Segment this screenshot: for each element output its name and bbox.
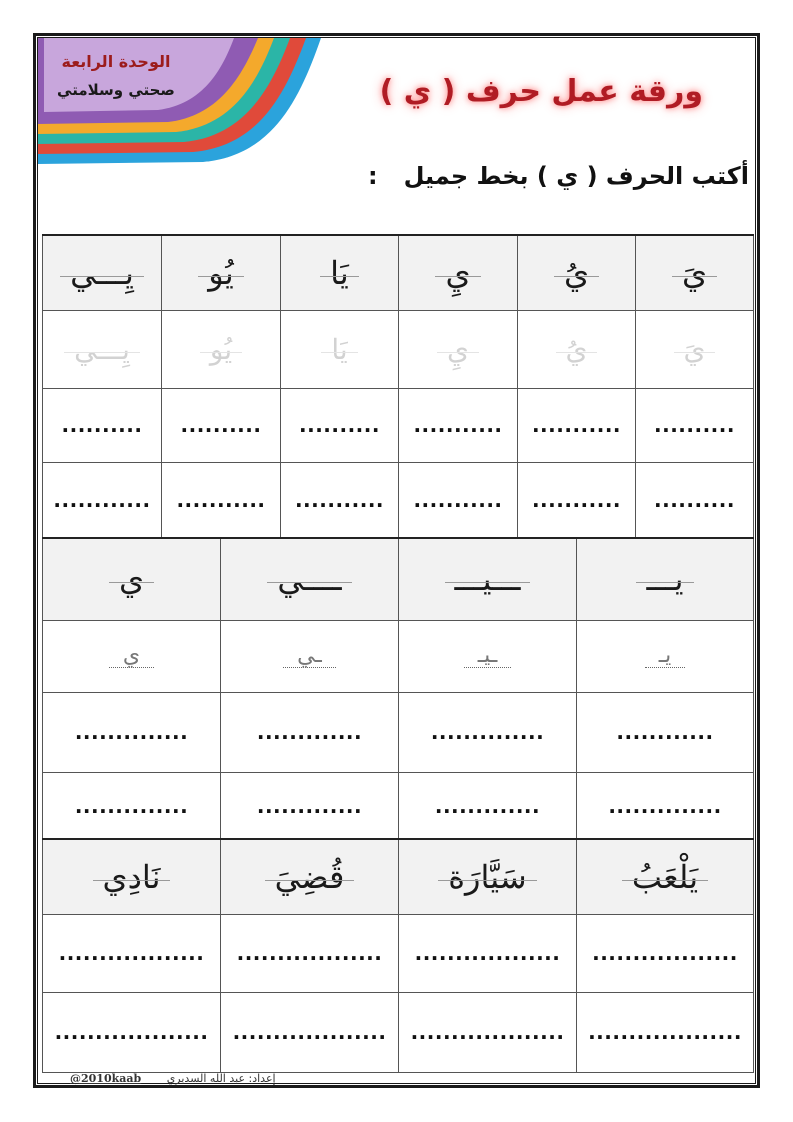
section1-table xyxy=(42,234,754,539)
section1-practice-row xyxy=(43,462,754,538)
practice-cell[interactable] xyxy=(43,914,221,992)
trace-cell[interactable] xyxy=(221,620,399,692)
trace-cell[interactable] xyxy=(518,310,636,388)
practice-line: ............. xyxy=(256,720,363,744)
footer xyxy=(70,1072,276,1085)
practice-cell[interactable] xyxy=(577,692,754,772)
section1-header-row xyxy=(43,235,754,310)
author-handle: @2010kaab xyxy=(70,1072,142,1085)
practice-cell[interactable] xyxy=(399,462,518,538)
instruction-colon: : xyxy=(367,162,378,190)
section3-practice-row xyxy=(43,992,754,1072)
practice-line: .................. xyxy=(592,941,738,965)
practice-line: .............. xyxy=(74,720,189,744)
practice-line: .............. xyxy=(608,793,722,818)
practice-cell[interactable] xyxy=(518,462,636,538)
practice-cell[interactable] xyxy=(221,772,399,839)
practice-line: ................... xyxy=(54,1020,209,1044)
section2-trace-row xyxy=(43,620,754,692)
dotted-trace-letter: ي xyxy=(109,645,154,668)
practice-line: ........... xyxy=(176,488,266,512)
practice-cell[interactable] xyxy=(399,692,577,772)
section1-trace-row xyxy=(43,310,754,388)
letter-form: يَا xyxy=(320,254,359,292)
trace-letter: يَا xyxy=(321,333,357,366)
section2-header-cell xyxy=(43,538,221,620)
letter-form: يِ xyxy=(435,254,480,292)
practice-cell[interactable] xyxy=(43,992,221,1072)
practice-line: .......... xyxy=(654,488,735,512)
practice-cell[interactable] xyxy=(281,462,399,538)
section1-header-cell xyxy=(518,235,636,310)
section3-header-cell xyxy=(577,839,754,914)
section1-header-cell xyxy=(399,235,518,310)
section1-practice-row xyxy=(43,388,754,462)
letter-form: يِـــي xyxy=(60,254,144,292)
practice-cell[interactable] xyxy=(221,914,399,992)
practice-cell[interactable] xyxy=(221,692,399,772)
section3-practice-row xyxy=(43,914,754,992)
trace-cell[interactable] xyxy=(636,310,754,388)
section1-header-cell xyxy=(636,235,754,310)
practice-line: .......... xyxy=(299,413,380,437)
practice-line: .................. xyxy=(58,941,205,965)
letter-position-isolated: ي xyxy=(109,560,154,598)
word-example: قُضِيَ xyxy=(265,858,355,896)
section3-table xyxy=(42,838,754,1073)
practice-line: ........... xyxy=(294,488,385,512)
letter-position-initial: يـــ xyxy=(636,560,693,598)
letter-position-medial: ـــيـــ xyxy=(445,560,531,598)
unit-theme: صحتي وسلامتي xyxy=(57,81,175,99)
practice-line: ............. xyxy=(434,793,541,818)
practice-line: ........... xyxy=(413,413,503,437)
section3-header-cell xyxy=(221,839,399,914)
practice-cell[interactable] xyxy=(399,992,577,1072)
practice-line: ................... xyxy=(410,1020,565,1044)
trace-cell[interactable] xyxy=(43,620,221,692)
practice-cell[interactable] xyxy=(636,388,754,462)
practice-line: .............. xyxy=(74,793,189,818)
section2-header-cell xyxy=(577,538,754,620)
practice-line: .......... xyxy=(61,413,143,437)
section2-header-cell xyxy=(221,538,399,620)
section2-practice-row xyxy=(43,692,754,772)
section3-header-cell xyxy=(43,839,221,914)
letter-form: يَ xyxy=(672,254,717,292)
practice-line: ............. xyxy=(256,793,363,818)
section1-header-cell xyxy=(43,235,162,310)
practice-line: .................. xyxy=(236,941,383,965)
section2-table xyxy=(42,537,754,840)
section2-header-row xyxy=(43,538,754,620)
trace-cell[interactable] xyxy=(399,310,518,388)
practice-cell[interactable] xyxy=(43,692,221,772)
prepared-by: إعداد: عبد الله السديري xyxy=(166,1072,276,1085)
unit-badge xyxy=(52,48,180,104)
letter-position-final: ــــي xyxy=(267,560,351,598)
practice-cell[interactable] xyxy=(43,388,162,462)
trace-letter: يِـــي xyxy=(64,333,140,366)
practice-cell[interactable] xyxy=(162,462,281,538)
section3-header-cell xyxy=(399,839,577,914)
trace-cell[interactable] xyxy=(162,310,281,388)
practice-line: ............ xyxy=(53,488,151,512)
page-title: ورقة عمل حرف ( ي ) xyxy=(379,74,703,109)
word-example: يَلْعَبُ xyxy=(622,858,708,896)
word-example: سَيَّارَة xyxy=(438,858,536,896)
practice-cell[interactable] xyxy=(399,388,518,462)
section3-header-row xyxy=(43,839,754,914)
dotted-trace-letter: يـ xyxy=(645,645,686,668)
practice-line: .......... xyxy=(654,413,735,437)
section2-practice-row xyxy=(43,772,754,839)
practice-line: ........... xyxy=(531,413,622,437)
practice-line: .................. xyxy=(414,941,561,965)
word-example: نَادِي xyxy=(93,858,171,896)
trace-cell[interactable] xyxy=(399,620,577,692)
trace-letter: يُو xyxy=(200,333,242,366)
practice-line: ........... xyxy=(413,488,503,512)
trace-cell[interactable] xyxy=(577,620,754,692)
practice-cell[interactable] xyxy=(577,992,754,1072)
practice-cell[interactable] xyxy=(399,914,577,992)
practice-line: .............. xyxy=(430,720,545,744)
practice-cell[interactable] xyxy=(221,992,399,1072)
practice-cell[interactable] xyxy=(43,462,162,538)
letter-form: يُو xyxy=(198,254,243,292)
section1-header-cell xyxy=(162,235,281,310)
practice-line: .......... xyxy=(180,413,262,437)
trace-letter: يُ xyxy=(556,333,598,366)
unit-label: الوحدة الرابعة xyxy=(61,52,171,71)
practice-cell[interactable] xyxy=(518,388,636,462)
trace-cell[interactable] xyxy=(43,310,162,388)
section2-header-cell xyxy=(399,538,577,620)
section1-header-cell xyxy=(281,235,399,310)
practice-cell[interactable] xyxy=(399,772,577,839)
instruction-text: أكتب الحرف ( ي ) بخط جميل xyxy=(403,162,749,190)
trace-letter: يِ xyxy=(437,333,479,366)
practice-cell[interactable] xyxy=(577,772,754,839)
practice-line: ............ xyxy=(616,720,714,744)
letter-form: يُ xyxy=(554,254,599,292)
practice-cell[interactable] xyxy=(43,772,221,839)
trace-cell[interactable] xyxy=(281,310,399,388)
practice-cell[interactable] xyxy=(281,388,399,462)
practice-line: ........... xyxy=(531,488,622,512)
dotted-trace-letter: ـي xyxy=(283,645,336,668)
practice-cell[interactable] xyxy=(636,462,754,538)
practice-cell[interactable] xyxy=(577,914,754,992)
dotted-trace-letter: ـيـ xyxy=(464,645,512,668)
practice-line: ................... xyxy=(588,1020,742,1044)
instruction xyxy=(368,162,749,190)
practice-cell[interactable] xyxy=(162,388,281,462)
practice-line: ................... xyxy=(232,1020,387,1044)
trace-letter: يَ xyxy=(674,333,716,366)
